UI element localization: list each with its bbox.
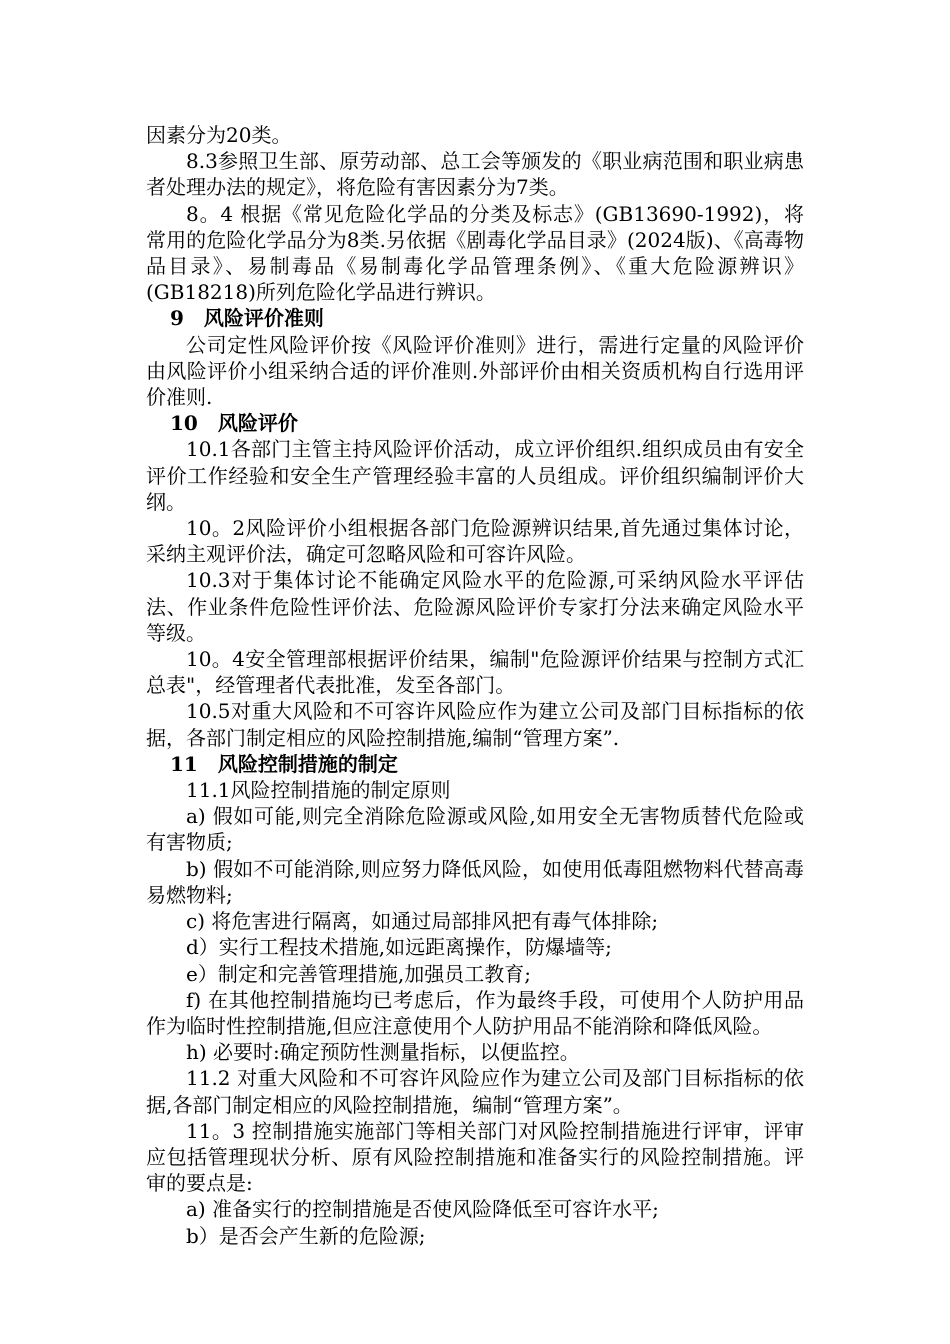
- paragraph-8-4: 8。4 根据《常见危险化学品的分类及标志》(GB13690-1992)，将常用的危险化学品分为8类.另依据《剧毒化学品目录》(2024版)、《高毒物品目录》、易制毒品《易制毒化学品管理条例》、《重大危险源辨识》(GB18218)所列危险化学品进行辨识。: [146, 201, 804, 305]
- paragraph-10-1: 10.1各部门主管主持风险评价活动，成立评价组织.组织成员由有安全评价工作经验和安全生产管理经验丰富的人员组成。评价组织编制评价大纲。: [146, 437, 804, 514]
- list-item-f: f) 在其他控制措施均已考虑后，作为最终手段，可使用个人防护用品作为临时性控制措施,但应注意使用个人防护用品不能消除和降低风险。: [146, 987, 804, 1038]
- paragraph-continuation: 因素分为20类。: [146, 123, 292, 147]
- paragraph-8-3: 8.3参照卫生部、原劳动部、总工会等颁发的《职业病范围和职业病患者处理办法的规定》，将危险有害因素分为7类。: [146, 149, 804, 200]
- review-item-b: b）是否会产生新的危险源;: [186, 1223, 426, 1248]
- list-item-a: a) 假如可能,则完全消除危险源或风险,如用安全无害物质替代危险或有害物质;: [146, 804, 804, 855]
- list-item-c: c) 将危害进行隔离，如通过局部排风把有毒气体排除;: [186, 909, 659, 934]
- list-item-e: e）制定和完善管理措施,加强员工教育;: [186, 961, 531, 986]
- paragraph-11-3: 11。3 控制措施实施部门等相关部门对风险控制措施进行评审，评审应包括管理现状分析、原有风险控制措施和准备实行的风险控制措施。评审的要点是:: [146, 1118, 804, 1196]
- paragraph-9-body: 公司定性风险评价按《风险评价准则》进行，需进行定量的风险评价由风险评价小组采纳合适的评价准则.外部评价由相关资质机构自行选用评价准则.: [146, 332, 804, 410]
- review-item-a: a) 准备实行的控制措施是否使风险降低至可容许水平;: [186, 1197, 659, 1222]
- paragraph-10-2: 10。2风险评价小组根据各部门危险源辨识结果,首先通过集体讨论，采纳主观评价法，确定可忽略风险和可容许风险。: [146, 516, 804, 567]
- section-heading-10: 10 风险评价: [170, 411, 298, 436]
- section-heading-11: 11 风险控制措施的制定: [170, 751, 398, 776]
- paragraph-11-1: 11.1风险控制措施的制定原则: [186, 778, 451, 803]
- paragraph-11-2: 11.2 对重大风险和不可容许风险应作为建立公司及部门目标指标的依据,各部门制定相应的风险控制措施，编制“管理方案”。: [146, 1066, 804, 1117]
- paragraph-10-5: 10.5对重大风险和不可容许风险应作为建立公司及部门目标指标的依据，各部门制定相应的风险控制措施,编制“管理方案”.: [146, 699, 804, 750]
- list-item-b: b) 假如不可能消除,则应努力降低风险，如使用低毒阻燃物料代替高毒易燃物料;: [146, 856, 804, 907]
- paragraph-10-3: 10.3对于集体讨论不能确定风险水平的危险源,可采纳风险水平评估法、作业条件危险性评价法、危险源风险评价专家打分法来确定风险水平等级。: [146, 568, 804, 645]
- paragraph-10-4: 10。4安全管理部根据评价结果，编制"危险源评价结果与控制方式汇总表"，经管理者代表批准，发至各部门。: [146, 647, 804, 698]
- document-page: [146, 122, 804, 1249]
- list-item-d: d）实行工程技术措施,如远距离操作，防爆墙等;: [186, 935, 612, 960]
- list-item-h: h) 必要时:确定预防性测量指标，以便监控。: [186, 1040, 580, 1065]
- section-heading-9: 9 风险评价准则: [170, 306, 324, 331]
